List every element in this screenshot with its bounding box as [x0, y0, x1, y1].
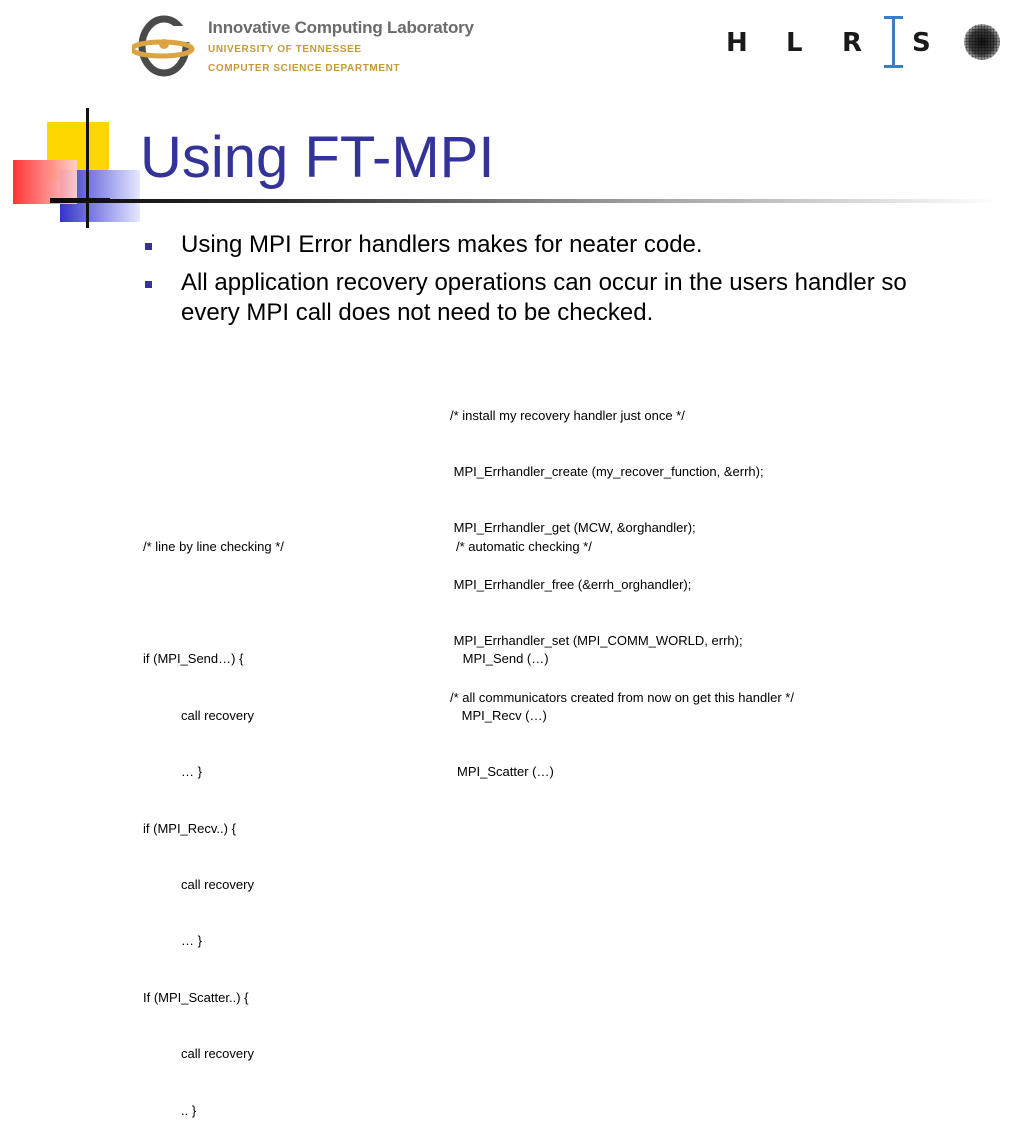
- code-comment: /* line by line checking */: [143, 538, 284, 554]
- code-line: MPI_Errhandler_create (my_recover_function, &errh);: [450, 463, 764, 479]
- icl-university: UNIVERSITY OF TENNESSEE: [208, 44, 362, 55]
- code-spacer: [143, 594, 284, 613]
- bullet-item: [140, 268, 940, 328]
- code-line: MPI_Scatter (…): [457, 764, 554, 780]
- code-line: /* install my recovery handler just once */: [450, 407, 685, 423]
- code-auto-block: [456, 500, 592, 801]
- code-line: .. }: [181, 1102, 197, 1118]
- bullet-text: Using MPI Error handlers makes for neater code.: [181, 231, 703, 258]
- code-line: call recovery: [181, 1046, 254, 1062]
- code-line: /* all communicators created from now on get this handler */: [450, 689, 794, 705]
- code-line: if (MPI_Recv..) {: [143, 820, 236, 836]
- code-line: If (MPI_Scatter..) {: [143, 989, 249, 1005]
- code-manual-block: [143, 500, 284, 1139]
- globe-icon: [962, 22, 1002, 62]
- code-line: call recovery: [181, 876, 254, 892]
- hlrs-logo: [722, 14, 1002, 70]
- code-spacer: [456, 594, 592, 613]
- code-line: MPI_Recv (…): [458, 707, 547, 723]
- hlrs-letter-l: L: [786, 28, 803, 58]
- icl-title: Innovative Computing Laboratory: [208, 18, 474, 37]
- code-line: MPI_Errhandler_set (MPI_COMM_WORLD, errh);: [450, 633, 743, 649]
- code-line: if (MPI_Send…) {: [143, 651, 244, 667]
- bullet-text: All application recovery operations can occur in the users handler so every MPI call does not need to be checked.: [181, 269, 907, 326]
- bullet-list: [140, 230, 940, 336]
- code-line: MPI_Errhandler_free (&errh_orghandler);: [450, 576, 692, 592]
- code-line: … }: [181, 764, 202, 780]
- code-comment: /* automatic checking */: [456, 538, 592, 554]
- icl-emblem-icon: [132, 14, 196, 78]
- title-decoration: [0, 108, 160, 232]
- code-line: … }: [181, 933, 202, 949]
- hlrs-letter-h: H: [726, 28, 748, 58]
- square-bullet-icon: [145, 243, 152, 250]
- title-underline: [50, 199, 1000, 203]
- icl-logo: [132, 14, 472, 78]
- hlrs-letter-s: S: [912, 28, 931, 58]
- code-line: MPI_Errhandler_get (MCW, &orghandler);: [450, 520, 696, 536]
- code-line: call recovery: [181, 707, 254, 723]
- bullet-item: [140, 230, 940, 260]
- hlrs-bar-icon: [876, 14, 912, 70]
- code-line: MPI_Send (…): [459, 651, 549, 667]
- page-title: Using FT-MPI: [140, 125, 495, 190]
- hlrs-letter-r: R: [842, 28, 863, 58]
- icl-department: COMPUTER SCIENCE DEPARTMENT: [208, 63, 401, 74]
- square-bullet-icon: [145, 281, 152, 288]
